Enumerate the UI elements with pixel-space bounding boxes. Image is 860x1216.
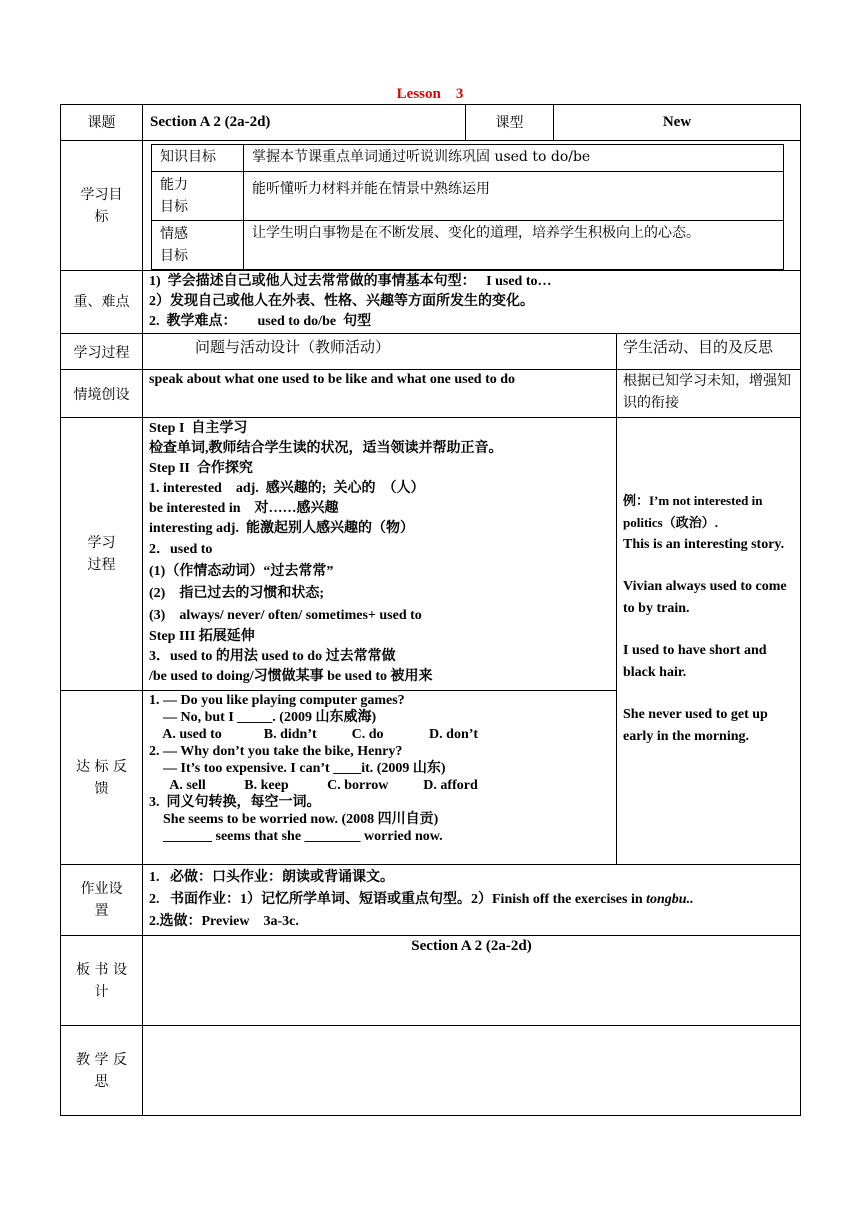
learning-line: (2) 指已过去的习惯和状态; (149, 586, 324, 601)
goal-ability (152, 172, 784, 221)
learning-line: 1. interested adj. 感兴趣的; 关心的 （人） (149, 481, 425, 496)
learning-line: 检查单词,教师结合学生读的状况，适当领读并帮助正音。 (149, 441, 503, 456)
lesson-plan-table (60, 104, 801, 1116)
learning-line: (1)（作情态动词）“过去常常” (149, 564, 334, 579)
topic-row (61, 105, 801, 141)
situation-text: speak about what one used to be like and what one used to do (143, 370, 617, 418)
goal-name: 情感目标 (152, 221, 244, 270)
feedback-line: — No, but I _____. (2009 山东威海) (149, 710, 377, 725)
goal-name: 能力目标 (152, 172, 244, 221)
goal-text: 掌握本节课重点单词通过听说训练巩固 used to do/be (244, 145, 784, 172)
goal-knowledge (152, 145, 784, 172)
reflection-content (143, 1026, 801, 1116)
reflection-label: 教 学 反 思 (61, 1026, 143, 1116)
feedback-line: 3. 同义句转换，每空一词。 (149, 795, 321, 810)
feedback-label: 达 标 反 馈 (61, 691, 143, 865)
topic-label: 课题 (61, 105, 143, 141)
goal-text: 让学生明白事物是在不断发展、变化的道理，培养学生积极向上的心态。 (244, 221, 784, 270)
learning-line: be interested in 对……感兴趣 (149, 501, 339, 516)
example-sentence: She never used to get up early in the morning. (623, 707, 768, 744)
homework-row (61, 865, 801, 936)
learning-line: Step II 合作探究 (149, 461, 253, 476)
example-sentence: Vivian always used to come to by train. (623, 579, 787, 616)
process-header-row (61, 334, 801, 370)
feedback-line: _______ seems that she ________ worried now. (149, 829, 443, 844)
situation-label: 情境创设 (61, 370, 143, 418)
learning-label: 学习过程 (61, 418, 143, 691)
goal-name: 知识目标 (152, 145, 244, 172)
board-label: 板 书 设 计 (61, 936, 143, 1026)
goal-text: 能听懂听力材料并能在情景中熟练运用 (244, 172, 784, 221)
goal-emotion (152, 221, 784, 270)
goals-label: 学习目标 (61, 141, 143, 271)
teacher-activity-header: 问题与活动设计（教师活动） (143, 334, 617, 370)
example-sentence: I used to have short and black hair. (623, 643, 767, 680)
type-label: 课型 (466, 105, 554, 141)
learning-line: interesting adj. 能激起别人感兴趣的（物） (149, 521, 414, 536)
learning-line: Step I 自主学习 (149, 421, 248, 436)
example-sentence: This is an interesting story. (623, 537, 785, 552)
key-points-label: 重、难点 (61, 271, 143, 334)
feedback-line: A. used to B. didn’t C. do D. don’t (149, 727, 479, 742)
learning-line: 3．used to 的用法 used to do 过去常常做 (149, 649, 396, 664)
key-point-line: 2）发现自己或他人在外表、性格、兴趣等方面所发生的变化。 (149, 294, 534, 309)
homework-label: 作业设置 (61, 865, 143, 936)
learning-line: /be used to doing/习惯做某事 be used to 被用来 (149, 669, 433, 684)
feedback-line: 1. — Do you like playing computer games? (149, 693, 405, 708)
board-row (61, 936, 801, 1026)
homework-line: 2. 书面作业：1）记忆所学单词、短语或重点句型。2）Finish off the exercises in tongbu.. (149, 892, 694, 907)
goals-subtable (151, 144, 784, 270)
feedback-line: — It’s too expensive. I can’t ____it. (2009 山东) (149, 761, 446, 776)
key-point-line: 2. 教学难点： used to do/be 句型 (149, 314, 372, 329)
feedback-line: She seems to be worried now. (2008 四川自贡) (149, 812, 439, 827)
key-points-row (61, 271, 801, 334)
situation-reflection: 根据已知学习未知，增强知识的衔接 (617, 370, 801, 418)
topic-value: Section A 2 (2a-2d) (143, 105, 466, 141)
key-point-line: 1) 学会描述自己或他人过去常常做的事情基本句型： I used to… (149, 274, 552, 289)
example-intro: 例：I’m not interested in politics（政治）. (623, 493, 763, 530)
homework-line: 1. 必做：口头作业：朗读或背诵课文。 (149, 870, 394, 885)
board-text: Section A 2 (2a-2d) (143, 936, 801, 1026)
process-label: 学习过程 (61, 334, 143, 370)
situation-row (61, 370, 801, 418)
examples-cell (617, 418, 801, 865)
homework-line: 2.选做：Preview 3a-3c. (149, 914, 299, 929)
learning-line: Step III 拓展延伸 (149, 629, 255, 644)
goals-row (61, 141, 801, 271)
lesson-title: Lesson 3 (396, 86, 464, 102)
learning-line: (3) always/ never/ often/ sometimes+ used to (149, 608, 422, 623)
type-value: New (554, 105, 801, 141)
feedback-line: 2. — Why don’t you take the bike, Henry? (149, 744, 403, 759)
student-activity-header: 学生活动、目的及反思 (617, 334, 801, 370)
feedback-line: A. sell B. keep C. borrow D. afford (149, 778, 478, 793)
learning-row (61, 418, 801, 691)
reflection-row (61, 1026, 801, 1116)
learning-line: 2．used to (149, 542, 213, 557)
